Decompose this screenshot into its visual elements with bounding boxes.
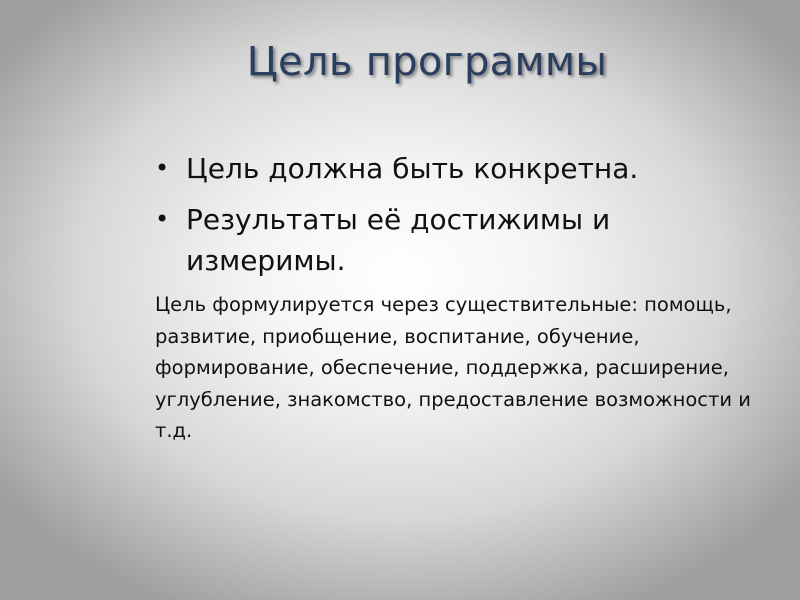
- bullet-dot-icon: •: [155, 154, 170, 182]
- body-paragraph: Цель формулируется через существительные: помощь, развитие, приобщение, воспитание, обучение, формирование, обеспечение, поддержка, расширение, углубление, знакомство, предоставление возможности и т.д.: [155, 293, 751, 442]
- bullet-item-goal-specific: [155, 148, 715, 189]
- bullet-text: Цель должна быть конкретна.: [186, 152, 639, 185]
- slide-title: Цель программы: [246, 39, 608, 85]
- bullet-list: [155, 148, 715, 291]
- bullet-text: Результаты её достижимы и измеримы.: [186, 203, 611, 277]
- bullet-item-results-measurable: [155, 199, 715, 281]
- bullet-dot-icon: •: [155, 205, 170, 233]
